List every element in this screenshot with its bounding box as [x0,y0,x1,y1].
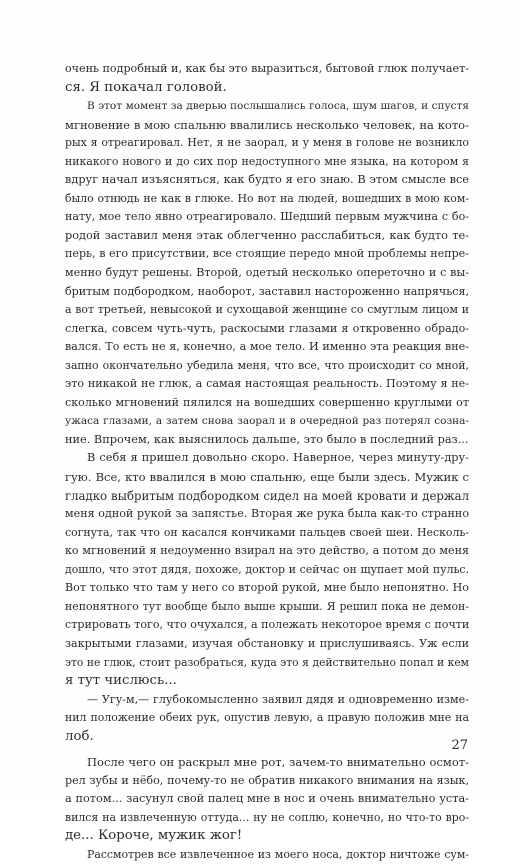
text-line: было отнюдь не как в глюке. Но вот на людей, вошедших в мою ком- [65,191,469,205]
text-line: это никакой не глюк, а самая настоящая реальность. Поэтому я не- [65,377,469,391]
text-line: рых я отреагировал. Нет, я не заорал, и у меня в голове не возникло [65,136,469,150]
text-line: меня одной рукой за запястье. Вторая же рука была как-то странно [65,507,469,521]
paragraph-gap [65,746,469,753]
text-line: вался. То есть не я, конечно, а мое тело. И именно эта реакция вне- [65,340,469,354]
text-line: — Угу-м,— глубокомысленно заявил дядя и одновременно изме- [87,692,469,706]
text-line: Рассмотрев все извлеченное из моего носа, доктор ничтоже сум- [87,847,469,861]
text-line: очень подробный и, как бы это выразиться, бытовой глюк получает- [65,62,469,75]
text-line: никакого нового и до сих пор недоступного мне языка, на котором я [65,154,469,168]
text-line: де... Короче, мужик жог! [65,828,243,844]
text-line: нату, мое тело явно отреагировало. Шедший первым мужчина с бо- [65,210,469,224]
text-line: мгновение в мою спальню ввалились несколько человек, на кото- [65,117,469,132]
text-line: лоб. [65,728,94,744]
text-line: бритым подбородком, наоборот, заставил настороженно напрячься, [65,284,469,298]
page-number: 27 [451,738,468,753]
text-line: дошло, что этот дядя, похоже, доктор и сейчас он щупает мой пульс. [65,562,469,576]
text-line: В этот момент за дверью послышались голоса, шум шагов, и спустя [87,100,469,113]
text-line: я тут числюсь... [65,673,177,689]
text-line: сколько мгновений пялился на вошедших совершенно круглыми от [65,395,469,409]
text-line: В себя я пришел довольно скоро. Наверное, через минуту-дру- [87,451,469,465]
text-line: а потом... засунул свой палец мне в нос и очень внимательно уста- [65,792,469,806]
text-line: вился на извлеченную оттуда... ну не соплю, конечно, но что-то вро- [65,810,469,824]
text-line: менно будут решены. Второй, одетый несколько опереточно и с вы- [65,266,469,280]
text-line: ся. Я покачал головой. [65,79,227,95]
text-line: нил положение обеих рук, опустив левую, а правую положив мне на [65,711,469,725]
text-line: перь, в его присутствии, все стоящие передо мной проблемы непре- [65,247,469,261]
text-line: родой заставил меня этак облегченно расслабиться, как будто те- [65,228,469,242]
text-line: гую. Все, кто ввалился в мою спальню, еще были здесь. Мужик с [65,470,469,485]
body-text [65,60,469,865]
text-line: Вот только что там у него со второй рукой, мне было непонятно. Но [65,581,469,595]
text-line: рел зубы и нёбо, почему-то не обратив никакого внимания на язык, [65,773,469,787]
text-line: это не глюк, стоит разобраться, куда это я действительно попал и кем [65,655,469,669]
text-line: вдруг начал изъясняться, как будто я его знаю. В этом смысле все [65,173,469,187]
text-line: ко мгновений я недоуменно взирал на это действо, а потом до меня [65,544,469,558]
text-line: После чего он раскрыл мне рот, зачем-то внимательно осмот- [87,755,469,770]
text-line: ужаса глазами, а затем снова заорал и в очередной раз потерял созна- [65,415,469,428]
text-line: а вот третьей, невысокой и сухощавой женщине со смуглым лицом и [65,303,469,317]
text-line: гладко выбритым подбородком сидел на моей кровати и держал [65,488,469,503]
text-line: согнута, так что он касался кончиками пальцев своей шеи. Несколь- [65,525,469,539]
text-line: ние. Впрочем, как выяснилось дальше, это было в последний раз... [65,432,469,446]
text-line: слегка, совсем чуть-чуть, раскосыми глазами я откровенно обрадо- [65,321,469,335]
text-line: непонятного тут вообще было выше крыши. Я решил пока не демон- [65,599,469,613]
text-line: закрытыми глазами, изучая обстановку и прислушиваясь. Уж если [65,636,469,650]
text-line: запно окончательно убедила меня, что все, что происходит со мной, [65,358,469,372]
text-line: стрировать того, что очухался, а полежать некоторое время с почти [65,618,469,632]
